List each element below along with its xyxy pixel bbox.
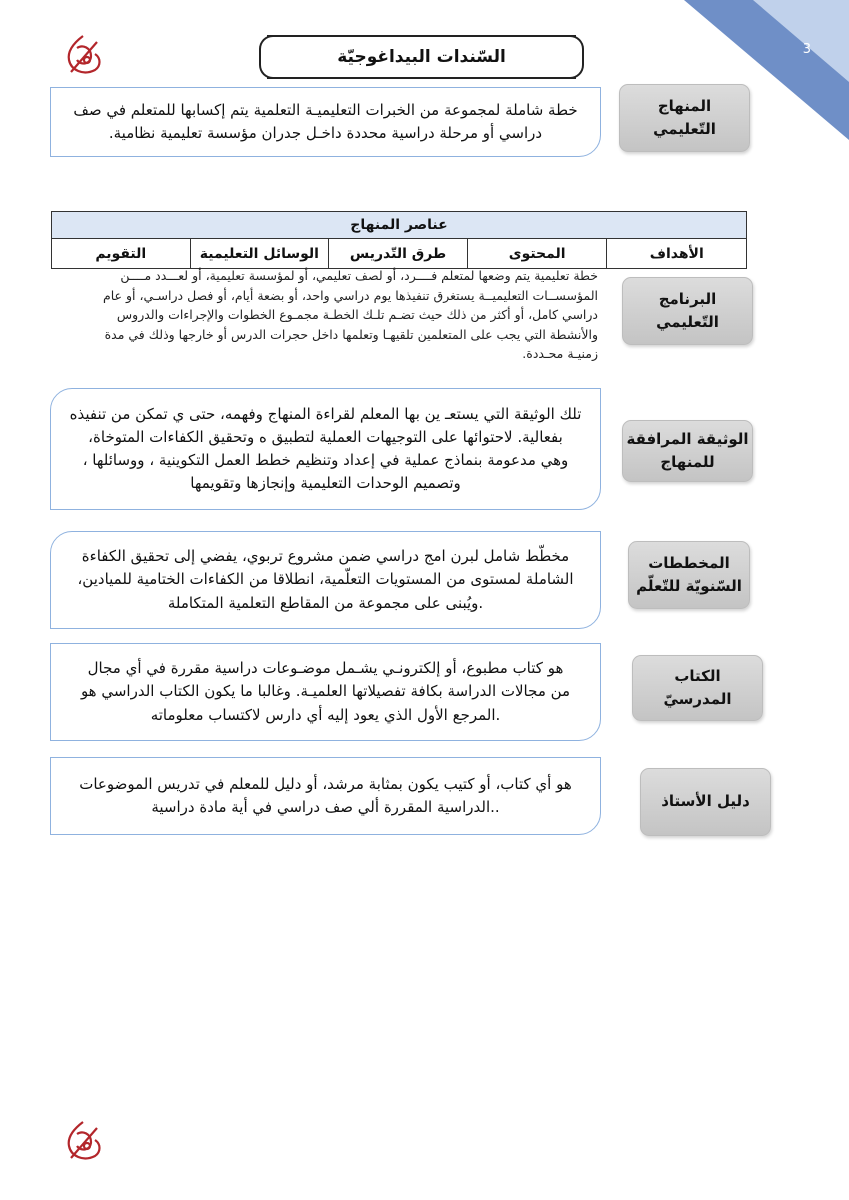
page-title	[267, 35, 576, 79]
label-line: للمنهاج	[660, 453, 715, 471]
table-cell: المحتوى	[467, 239, 607, 269]
label-annual-plans	[628, 541, 750, 609]
label-program	[622, 277, 753, 345]
text-line: تلك الوثيقة التي يستعـ ين بها المعلم لقراءة المنهاج وفهمه، حتى ي تمكن من تنفيذه	[69, 404, 582, 423]
text-line: .ويُبنى على مجموعة من المقاطع التعلمية المتكاملة	[167, 593, 484, 612]
label-curriculum	[619, 84, 750, 152]
label-line: التّعليمي	[656, 313, 719, 331]
text-line: زمنيـة محـددة.	[522, 346, 598, 361]
text-line: والأنشطة التي يجب على المتعلمين تلقيهـا وتعلمها داخل حجرات الدرس أو خارجها وذلك في مدة	[104, 326, 598, 342]
label-line: دليل الأستاذ	[661, 792, 750, 811]
text-line: دراسي كامل، أو أكثر من ذلك حيث تضـم تلـك الخطـة مجمـوع الخطوات والإجراءات والدروس	[116, 307, 598, 322]
label-accompanying-doc	[622, 420, 753, 482]
text-line: ..الدراسية المقررة ألي صف دراسي في أية مادة دراسية	[151, 798, 500, 816]
text-line: المؤسســات التعليميــة يستغرق تنفيذها يوم دراسي واحد، أو بضعة أيام، أو فصل دراسـي، أو عام	[102, 287, 598, 303]
label-teacher-guide	[640, 768, 771, 836]
label-line: التّعليمي	[653, 120, 716, 138]
label-line: المدرسيّ	[663, 690, 732, 708]
page-number: 3	[802, 42, 811, 57]
calligraphy-logo-icon-footer	[57, 1116, 109, 1168]
text-line: هو أي كتاب، أو كتيب يكون بمثابة مرشد، أو دليل للمعلم في تدريس الموضوعات	[79, 774, 572, 793]
definition-curriculum	[50, 87, 601, 157]
table-header: عناصر المنهاج	[52, 212, 747, 239]
text-line: الشاملة لمستوى من المستويات التعلّمية، انطلاقا من الكفاءات الختامية للميادين،	[77, 570, 574, 589]
text-line: .المرجع الأول الذي يعود إليه أي دارس لاكتساب معلوماته	[150, 705, 501, 724]
label-line: الكتاب	[674, 666, 721, 685]
text-line: وهي مدعومة بنماذج عملية في إعداد وتنظيم خطط العمل التكوينية ، ووسائلها ،	[82, 451, 569, 469]
definition-text: خطة شاملة لمجموعة من الخبرات التعليميـة التعلمية يتم إكسابها للمتعلم في صف دراسي أو مرحلة دراسية محددة داخـل جدران مؤسسة تعليمية نظامية.	[73, 100, 578, 142]
label-line: السّنويّة للتّعلّم	[636, 577, 742, 595]
definition-program	[62, 266, 598, 364]
text-line: هو كتاب مطبوع، أو إلكترونـي يشـمل موضـوعات دراسية مقررة في أي مجال	[87, 659, 564, 678]
text-line: مخطّط شامل لبرن امج دراسي ضمن مشروع تربوي، يفضي إلى تحقيق الكفاءة	[81, 547, 570, 566]
table-cell: الوسائل التعليمية	[190, 239, 329, 269]
definition-textbook	[50, 643, 601, 741]
curriculum-elements-table	[51, 211, 747, 269]
table-cell: الأهداف	[607, 239, 747, 269]
text-line: خطة تعليمية يتم وضعها لمتعلم فــــرد، أو لصف تعليمي، أو لمؤسسة تعليمية، أو لعـــدد مــــن	[120, 268, 598, 283]
label-line: المنهاج	[657, 96, 712, 115]
definition-teacher-guide	[50, 757, 601, 835]
text-line: بفعالية. لاحتوائها على التوجيهات العملية لتطبيق ه وتحقيق الكفاءات المتوخاة،	[88, 427, 563, 446]
label-textbook	[632, 655, 763, 721]
label-line: الوثيقة المرافقة	[626, 429, 749, 448]
text-line: من مجالات الدراسة بكافة تفصيلاتها العلميـة. وغالبا ما يكون الكتاب الدراسي هو	[80, 682, 571, 701]
table-cell: طرق التّدريس	[329, 239, 468, 269]
calligraphy-logo-icon	[57, 30, 109, 82]
definition-annual-plans	[50, 531, 601, 629]
corner-decoration-light	[753, 0, 849, 82]
page-title-text: السّندات البيداغوجيّة	[337, 47, 506, 67]
label-line: المخططات	[648, 553, 730, 572]
text-line: وتصميم الوحدات التعليمية وإنجازها وتقويمها	[190, 474, 461, 493]
definition-accompanying-doc	[50, 388, 601, 510]
label-line: البرنامج	[658, 289, 717, 308]
table-cell: التقويم	[52, 239, 191, 269]
